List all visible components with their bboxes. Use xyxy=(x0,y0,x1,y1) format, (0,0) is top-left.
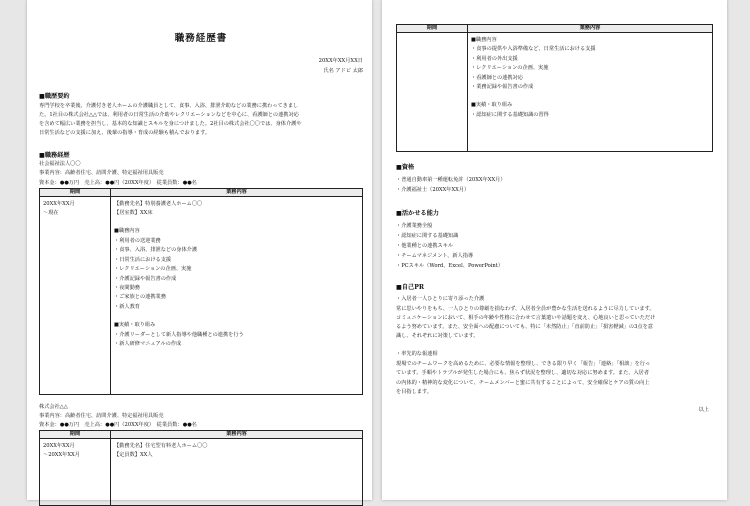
career-table-company-2 xyxy=(39,430,363,506)
pr-line: を目指します。 xyxy=(396,388,432,395)
company-stats: 資本金：●●万円 売上高：●●円（20XX年度） 従業員数：●●名 xyxy=(39,421,197,428)
pr-line: るよう努めています。また、安全面への配慮についても、特に「未然防止」「直前防止」「損害軽減」の3点を意 xyxy=(396,324,653,331)
achievements-heading: ■実績・取り組み xyxy=(114,322,156,329)
period-start: 20XX年XX月 xyxy=(43,200,75,207)
pr-line: ています。手順やトラブルが発生した場合にも、焦らず状況を整理し、適切な対応に努めます。また、入居者 xyxy=(396,370,650,377)
summary-line: を含めて幅広い業務を担当し、基本的な知識とスキルを身につけました。2社目の株式会社〇〇では、身体介護や xyxy=(39,121,302,128)
skill-item: ・他業種との連携スキル xyxy=(396,243,454,249)
duty-item: ・食事、入浴、排泄などの身体介護 xyxy=(114,247,198,254)
pr-line: 常に思いやりをもち、一人ひとりの尊厳を損なわず、入居者全員が豊かな生活を送れるように尽力しています。 xyxy=(396,306,655,312)
skills-list xyxy=(396,221,713,271)
duties-heading: ■職務内容 xyxy=(114,228,140,235)
closing-mark: 以上 xyxy=(698,406,709,413)
table-header-period: 期間 xyxy=(40,188,111,196)
period-cell xyxy=(40,196,111,394)
duty-item: ・介護記録や報告書の作成 xyxy=(114,275,177,282)
achievement-item: ・介護リーダーとして新人指導や他職種との連携を行う xyxy=(114,331,244,338)
achievements-heading: ■実績・取り組み xyxy=(471,102,513,109)
pr-line: コミュニケーションにおいて、相手の年齢や性格に合わせて言葉遣いや話題を変え、心地良いと思っていただけ xyxy=(396,315,656,322)
pr-paragraph xyxy=(396,305,713,341)
period-cell xyxy=(397,33,468,152)
period-cell xyxy=(40,438,111,505)
qualification-item: ・普通自動車第一種運転免許（20XX年XX月） xyxy=(396,177,506,183)
achievement-item: ・認知症に関する基礎知識の習得 xyxy=(471,111,549,118)
qualifications-list xyxy=(396,175,713,195)
document-title: 職務経歴書 xyxy=(174,33,228,44)
duties-heading: ■職務内容 xyxy=(471,37,497,43)
pr-line: の内体的・精神的な変化について、チームメンバーと蜜に共有することによって、安全確保とケアの質の向上 xyxy=(396,379,650,386)
applicant-name: 氏名 アドビ 太郎 xyxy=(323,68,363,74)
pr-line: 現場でのチームワークを高めるために、必要な情報を整理し、できる限り早く「報告」「連絡」「相談」を行っ xyxy=(396,361,651,368)
duty-item: ・看護師との連携対応 xyxy=(471,74,523,81)
period-start: 20XX年XX月 xyxy=(43,442,75,449)
skill-item: ・チームマネジメント、新人指導 xyxy=(396,253,474,259)
workplace-name: 【勤務先名】特別養護老人ホーム〇〇 xyxy=(114,200,203,207)
duty-item: ・夜間勤務 xyxy=(114,284,140,291)
room-count: 【居室数】XX床 xyxy=(114,210,153,217)
period-end: ～現在 xyxy=(43,210,59,217)
company-business: 事業内容：高齢者住宅、訪問介護、特定福祉用具販売 xyxy=(39,412,164,419)
table-header-duties: 業務内容 xyxy=(111,188,363,196)
pr-subheading: ・率先的な報連相 xyxy=(396,351,438,358)
duty-item: ・日常生活における支援 xyxy=(114,256,172,263)
summary-line: た。1社目の株式会社△△では、利用者の日常生活の介助やレクリエーションなどを中心に、看護師との連携対応 xyxy=(39,112,299,119)
table-header-duties: 業務内容 xyxy=(111,430,363,438)
pr-subheading: ・入居者一人ひとりに寄り添った介護 xyxy=(396,296,485,302)
table-header-period: 期間 xyxy=(40,430,111,438)
summary-line: 日常生活などの支援に加え、後輩の指導・育成の経験も積んでおります。 xyxy=(39,130,211,137)
workplace-name: 【勤務先名】住宅型有料老人ホーム〇〇 xyxy=(114,442,208,449)
duty-item: ・利用者の送迎業務 xyxy=(114,237,161,244)
period-end: ～20XX年XX月 xyxy=(43,452,80,459)
summary-paragraph xyxy=(39,102,363,138)
duty-item: ・食事の提供や入浴準備など、日常生活における支援 xyxy=(471,46,596,53)
summary-line: 専門学校を卒業後、介護付き老人ホームの介護職員として、食事、入浴、排泄介助などの業務に携わってきまし xyxy=(39,103,299,109)
table-row xyxy=(397,33,713,152)
qualification-item: ・介護福祉士（20XX年XX月） xyxy=(396,187,470,193)
career-table-company-1 xyxy=(39,188,363,395)
duty-item: ・新人教育 xyxy=(114,303,140,310)
skill-item: ・認知症に関する基礎知識 xyxy=(396,233,459,239)
duty-item: ・業務記録や報告書の作成 xyxy=(471,84,534,91)
career-heading: ■職務経歴 xyxy=(39,152,70,160)
document-date: 20XX年XX月XX日 xyxy=(318,58,363,64)
company-name: 社会福祉法人〇〇 xyxy=(39,161,81,168)
company-business: 事業内容：高齢者住宅、訪問介護、特定福祉用具販売 xyxy=(39,170,164,177)
qualifications-heading: ■資格 xyxy=(396,164,415,171)
self-pr-heading: ■自己PR xyxy=(396,284,425,291)
pr-line: 識し、それぞれに対策しています。 xyxy=(396,333,479,340)
skills-heading: ■活かせる能力 xyxy=(396,210,439,217)
company-stats: 資本金：●●万円 売上高：●●円（20XX年度） 従業員数：●●名 xyxy=(39,179,197,186)
achievement-item: ・新人研修マニュアルの作成 xyxy=(114,340,182,347)
summary-heading: ■職歴要約 xyxy=(39,93,70,100)
table-row xyxy=(40,196,363,394)
duty-item: ・レクリエーションの企画、実施 xyxy=(114,266,192,273)
duties-cell xyxy=(468,33,713,152)
table-header-period: 期間 xyxy=(397,25,468,33)
duties-cell xyxy=(111,438,363,505)
duty-item: ・ご家族との連携業務 xyxy=(114,294,166,301)
document-page-left xyxy=(27,0,372,500)
document-page-right xyxy=(382,0,727,500)
skill-item: ・介護業務全般 xyxy=(396,223,433,229)
career-table-continued xyxy=(396,24,713,152)
table-header-duties: 業務内容 xyxy=(468,25,713,33)
table-row xyxy=(40,438,363,505)
pr-paragraph xyxy=(396,360,713,396)
duties-cell xyxy=(111,196,363,394)
skill-item: ・PCスキル（Word、Excel、PowerPoint） xyxy=(396,263,504,269)
capacity: 【定員数】XX人 xyxy=(114,452,153,459)
duty-item: ・レクリエーションの企画、実施 xyxy=(471,65,549,72)
duty-item: ・利用者の外出支援 xyxy=(471,55,518,62)
company-name: 株式会社△△ xyxy=(39,403,68,410)
